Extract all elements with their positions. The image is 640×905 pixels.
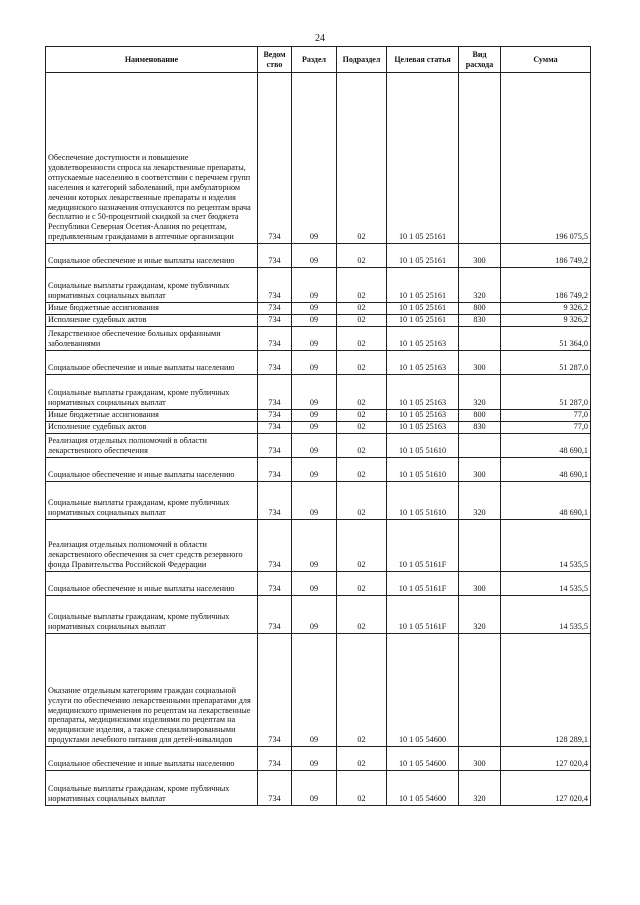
row-expense-type (459, 327, 501, 351)
row-subsection: 02 (337, 315, 387, 327)
row-expense-type (459, 434, 501, 458)
table-row (46, 303, 591, 315)
row-section: 09 (292, 634, 337, 747)
table-row (46, 268, 591, 303)
row-expense-type: 800 (459, 410, 501, 422)
row-article: 10 1 05 54600 (387, 747, 459, 771)
row-expense-type (459, 73, 501, 244)
row-section: 09 (292, 434, 337, 458)
row-subsection: 02 (337, 375, 387, 410)
row-expense-type (459, 634, 501, 747)
table-row (46, 375, 591, 410)
row-dept: 734 (258, 634, 292, 747)
row-dept: 734 (258, 747, 292, 771)
row-expense-type: 300 (459, 458, 501, 482)
row-expense-type: 320 (459, 771, 501, 806)
row-name: Социальные выплаты гражданам, кроме публичных нормативных социальных выплат (46, 596, 258, 634)
row-subsection: 02 (337, 410, 387, 422)
row-dept: 734 (258, 375, 292, 410)
row-section: 09 (292, 771, 337, 806)
row-dept: 734 (258, 268, 292, 303)
row-amount: 77,0 (501, 410, 591, 422)
row-article: 10 1 05 25161 (387, 268, 459, 303)
row-expense-type: 320 (459, 482, 501, 520)
row-name: Социальное обеспечение и иные выплаты населению (46, 572, 258, 596)
row-subsection: 02 (337, 327, 387, 351)
row-subsection: 02 (337, 634, 387, 747)
row-article: 10 1 05 25161 (387, 244, 459, 268)
row-amount: 48 690,1 (501, 458, 591, 482)
row-dept: 734 (258, 482, 292, 520)
table-row (46, 351, 591, 375)
row-section: 09 (292, 303, 337, 315)
row-dept: 734 (258, 520, 292, 572)
row-article: 10 1 05 54600 (387, 634, 459, 747)
row-subsection: 02 (337, 747, 387, 771)
row-section: 09 (292, 268, 337, 303)
table-row (46, 410, 591, 422)
row-dept: 734 (258, 351, 292, 375)
row-expense-type: 320 (459, 596, 501, 634)
row-amount: 48 690,1 (501, 482, 591, 520)
row-subsection: 02 (337, 596, 387, 634)
row-name: Социальное обеспечение и иные выплаты населению (46, 458, 258, 482)
table-row (46, 315, 591, 327)
row-amount: 127 020,4 (501, 771, 591, 806)
header-dept: Ведом ство (258, 47, 292, 73)
row-expense-type: 300 (459, 244, 501, 268)
row-dept: 734 (258, 458, 292, 482)
row-subsection: 02 (337, 268, 387, 303)
row-article: 10 1 05 51610 (387, 434, 459, 458)
row-amount: 14 535,5 (501, 596, 591, 634)
row-name: Иные бюджетные ассигнования (46, 410, 258, 422)
table-row (46, 458, 591, 482)
row-dept: 734 (258, 410, 292, 422)
row-amount: 9 326,2 (501, 315, 591, 327)
row-article: 10 1 05 51610 (387, 458, 459, 482)
row-amount: 186 749,2 (501, 268, 591, 303)
header-name: Наименование (46, 47, 258, 73)
row-article: 10 1 05 25163 (387, 327, 459, 351)
table-body (46, 73, 591, 806)
row-name: Социальное обеспечение и иные выплаты населению (46, 244, 258, 268)
row-subsection: 02 (337, 244, 387, 268)
row-section: 09 (292, 315, 337, 327)
table-row (46, 434, 591, 458)
table-row (46, 634, 591, 747)
row-dept: 734 (258, 73, 292, 244)
row-article: 10 1 05 25161 (387, 303, 459, 315)
row-section: 09 (292, 482, 337, 520)
row-name: Социальное обеспечение и иные выплаты населению (46, 747, 258, 771)
row-dept: 734 (258, 434, 292, 458)
row-name: Иные бюджетные ассигнования (46, 303, 258, 315)
page-number: 24 (315, 33, 325, 44)
row-article: 10 1 05 5161F (387, 596, 459, 634)
row-dept: 734 (258, 572, 292, 596)
table-header (46, 47, 591, 73)
row-amount: 127 020,4 (501, 747, 591, 771)
row-amount: 48 690,1 (501, 434, 591, 458)
row-dept: 734 (258, 303, 292, 315)
row-subsection: 02 (337, 458, 387, 482)
table-row (46, 572, 591, 596)
row-section: 09 (292, 351, 337, 375)
row-subsection: 02 (337, 351, 387, 375)
row-expense-type: 300 (459, 747, 501, 771)
table-row (46, 73, 591, 244)
row-section: 09 (292, 327, 337, 351)
row-section: 09 (292, 520, 337, 572)
row-amount: 196 075,5 (501, 73, 591, 244)
header-article: Целевая статья (387, 47, 459, 73)
row-name: Социальные выплаты гражданам, кроме публичных нормативных социальных выплат (46, 375, 258, 410)
row-section: 09 (292, 596, 337, 634)
row-name: Социальное обеспечение и иные выплаты населению (46, 351, 258, 375)
row-name: Исполнение судебных актов (46, 422, 258, 434)
row-subsection: 02 (337, 434, 387, 458)
row-section: 09 (292, 410, 337, 422)
header-subsection: Подраздел (337, 47, 387, 73)
table-row (46, 244, 591, 268)
row-section: 09 (292, 747, 337, 771)
row-article: 10 1 05 25161 (387, 315, 459, 327)
row-article: 10 1 05 54600 (387, 771, 459, 806)
row-amount: 14 535,5 (501, 572, 591, 596)
row-expense-type: 830 (459, 422, 501, 434)
row-name: Реализация отдельных полномочий в области лекарственного обеспечения (46, 434, 258, 458)
row-dept: 734 (258, 244, 292, 268)
row-subsection: 02 (337, 482, 387, 520)
table-row (46, 422, 591, 434)
row-name: Социальные выплаты гражданам, кроме публичных нормативных социальных выплат (46, 482, 258, 520)
row-expense-type: 300 (459, 572, 501, 596)
header-amount: Сумма (501, 47, 591, 73)
row-name: Социальные выплаты гражданам, кроме публичных нормативных социальных выплат (46, 771, 258, 806)
table-row (46, 747, 591, 771)
row-name: Реализация отдельных полномочий в области лекарственного обеспечения за счет средств резервного фонда Правительства Российской Федерации (46, 520, 258, 572)
row-amount: 51 364,0 (501, 327, 591, 351)
row-expense-type (459, 520, 501, 572)
row-name: Социальные выплаты гражданам, кроме публичных нормативных социальных выплат (46, 268, 258, 303)
row-article: 10 1 05 5161F (387, 572, 459, 596)
row-section: 09 (292, 375, 337, 410)
row-section: 09 (292, 73, 337, 244)
row-article: 10 1 05 25163 (387, 422, 459, 434)
row-amount: 51 287,0 (501, 375, 591, 410)
row-expense-type: 320 (459, 375, 501, 410)
table-row (46, 520, 591, 572)
row-article: 10 1 05 25163 (387, 351, 459, 375)
header-expense-type: Вид расхода (459, 47, 501, 73)
row-subsection: 02 (337, 520, 387, 572)
row-subsection: 02 (337, 572, 387, 596)
table-row (46, 482, 591, 520)
row-section: 09 (292, 458, 337, 482)
row-subsection: 02 (337, 771, 387, 806)
row-expense-type: 830 (459, 315, 501, 327)
row-dept: 734 (258, 315, 292, 327)
row-amount: 51 287,0 (501, 351, 591, 375)
budget-table (45, 46, 591, 806)
row-subsection: 02 (337, 422, 387, 434)
row-subsection: 02 (337, 73, 387, 244)
row-name: Обеспечение доступности и повышение удовлетворенности спроса на лекарственные препараты, отпускаемые населению в соответствии с перечнем групп населения и категорий заболеваний, при амбулаторном лечении которых лекарственные препараты и изделия медицинского назначения отпускаются по рецептам врача бесплатно и с 50-процентной скидкой за счет бюджета Республики Северная Осетия-Алания по рецептам, предъявленным гражданами в аптечные организации (46, 73, 258, 244)
table-row (46, 771, 591, 806)
row-section: 09 (292, 244, 337, 268)
row-amount: 14 535,5 (501, 520, 591, 572)
table-row (46, 596, 591, 634)
header-section: Раздел (292, 47, 337, 73)
row-article: 10 1 05 25161 (387, 73, 459, 244)
row-expense-type: 320 (459, 268, 501, 303)
row-amount: 128 289,1 (501, 634, 591, 747)
row-subsection: 02 (337, 303, 387, 315)
row-amount: 186 749,2 (501, 244, 591, 268)
row-name: Лекарственное обеспечение больных орфанными заболеваниями (46, 327, 258, 351)
table-row (46, 327, 591, 351)
row-name: Исполнение судебных актов (46, 315, 258, 327)
row-dept: 734 (258, 327, 292, 351)
row-name: Оказание отдельным категориям граждан социальной услуги по обеспечению лекарственными препаратами для медицинского применения по рецептам на лекарственные препараты, медицинскими изделиями по рецептам на медицинские изделия, а также специализированными продуктами лечебного питания для детей-инвалидов (46, 634, 258, 747)
row-dept: 734 (258, 596, 292, 634)
row-article: 10 1 05 25163 (387, 410, 459, 422)
row-article: 10 1 05 5161F (387, 520, 459, 572)
row-amount: 77,0 (501, 422, 591, 434)
row-amount: 9 326,2 (501, 303, 591, 315)
row-section: 09 (292, 422, 337, 434)
row-section: 09 (292, 572, 337, 596)
row-article: 10 1 05 25163 (387, 375, 459, 410)
row-article: 10 1 05 51610 (387, 482, 459, 520)
row-dept: 734 (258, 422, 292, 434)
row-expense-type: 300 (459, 351, 501, 375)
row-dept: 734 (258, 771, 292, 806)
row-expense-type: 800 (459, 303, 501, 315)
